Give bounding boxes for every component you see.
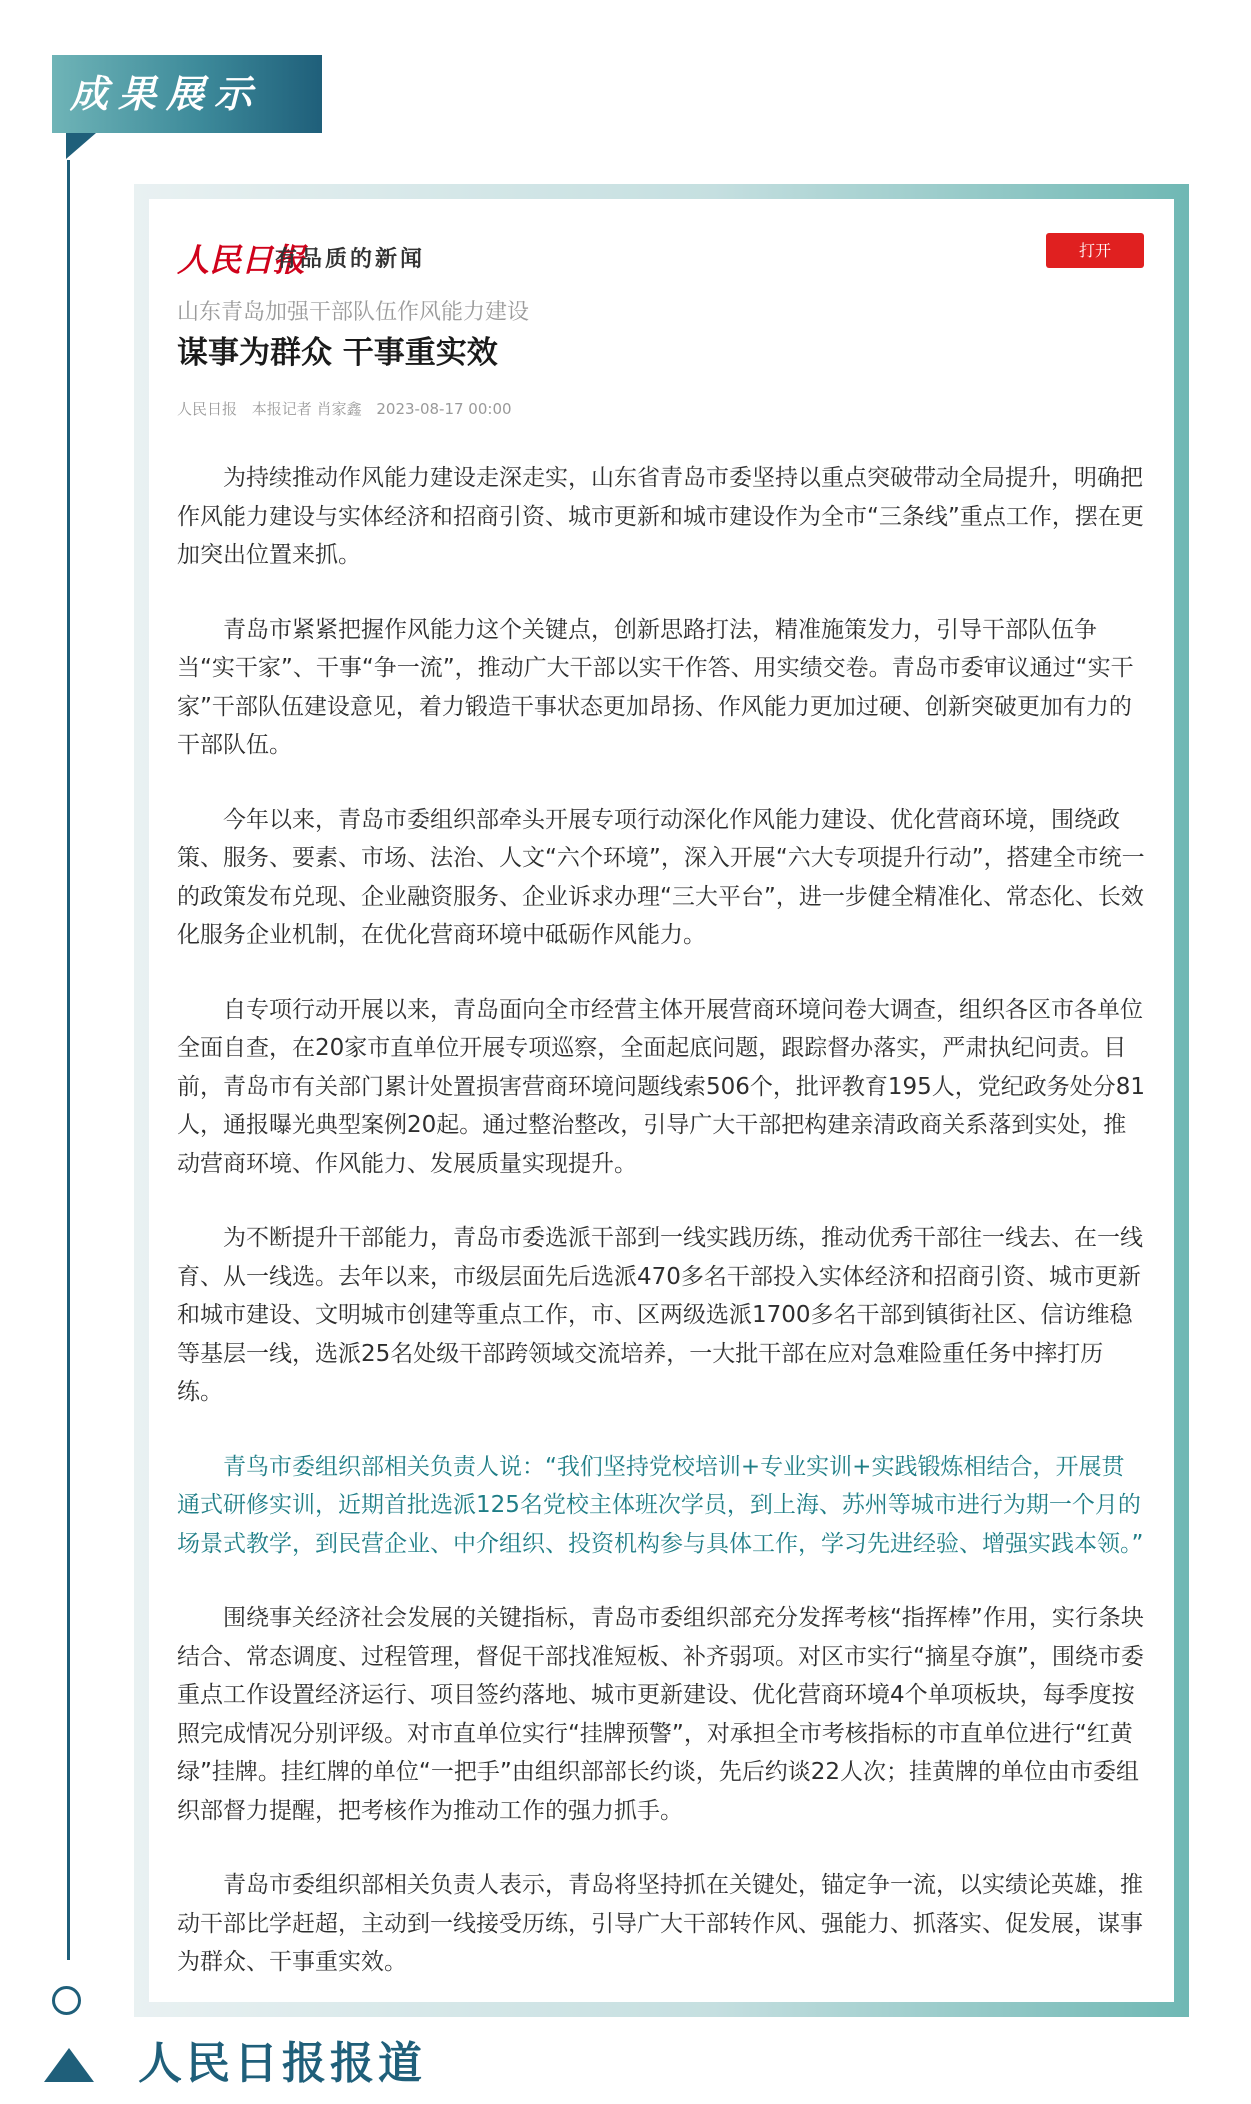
article-headline: 谋事为群众 干事重实效 <box>177 335 498 371</box>
slogan: 有品质的新闻 <box>275 247 426 272</box>
meta-source: 人民日报 <box>177 400 238 418</box>
article-frame <box>134 184 1189 2017</box>
paragraph: 今年以来，青岛市委组织部牵头开展专项行动深化作风能力建设、优化营商环境，围绕政策、服务、要素、市场、法治、人文“六个环境”，深入开展“六大专项提升行动”，搭建全市统一的政策发布兑现、企业融资服务、企业诉求办理“三大平台”，进一步健全精准化、常态化、长效化服务企业机制，在优化营商环境中砥砺作风能力。 <box>177 806 1145 948</box>
paragraph: 围绕事关经济社会发展的关键指标，青岛市委组织部充分发挥考核“指挥棒”作用，实行条块结合、常态调度、过程管理，督促干部找准短板、补齐弱项。对区市实行“摘星夺旗”，围绕市委重点工作设置经济运行、项目签约落地、城市更新建设、优化营商环境4个单项板块，每季度按照完成情况分别评级。对市直单位实行“挂牌预警”，对承担全市考核指标的市直单位进行“红黄绿”挂牌。挂红牌的单位“一把手”由组织部部长约谈，先后约谈22人次；挂黄牌的单位由市委组织部督力提醒，把考核作为推动工作的强力抓手。 <box>177 1605 1144 1824</box>
quote-paragraph: 青鸟市委组织部相关负责人说：“我们坚持党校培训+专业实训+实践锻炼相结合，开展贯通式研修实训，近期首批选派125名党校主体班次学员，到上海、苏州等城市进行为期一个月的场景式教学，到民营企业、中介组织、投资机构参与具体工作，学习先进经验、增强实践本领。” <box>177 1453 1144 1557</box>
meta-datetime: 2023-08-17 00:00 <box>376 400 512 418</box>
article-card <box>149 199 1174 2002</box>
peoples-daily-logo: 人民日报 <box>177 241 306 279</box>
meta-author: 本报记者 肖家鑫 <box>251 400 362 418</box>
tag-fold-decoration <box>66 133 96 159</box>
article-subtitle: 山东青岛加强干部队伍作风能力建设 <box>177 300 530 325</box>
paragraph: 青岛市委组织部相关负责人表示，青岛将坚持抓在关键处，锚定争一流，以实绩论英雄，推动干部比学赶超，主动到一线接受历练，引导广大干部转作风、强能力、抓落实、促发展，谋事为群众、干事重实效。 <box>177 1872 1143 1975</box>
paragraph: 为不断提升干部能力，青岛市委选派干部到一线实践历练，推动优秀干部往一线去、在一线育、从一线选。去年以来，市级层面先后选派470多名干部投入实体经济和招商引资、城市更新和城市建设、文明城市创建等重点工作，市、区两级选派1700多名干部到镇街社区、信访维稳等基层一线，选派25名处级干部跨领域交流培养，一大批干部在应对急难险重任务中摔打历练。 <box>177 1225 1143 1405</box>
paragraph: 自专项行动开展以来，青岛面向全市经营主体开展营商环境问卷大调查，组织各区市各单位全面自查，在20家市直单位开展专项巡察，全面起底问题，跟踪督办落实，严肃执纪问责。目前，青岛市有关部门累计处置损害营商环境问题线索506个，批评教育195人，党纪政务处分81人，通报曝光典型案例20起。通过整治整改，引导广大干部把构建亲清政商关系落到实处，推动营商环境、作风能力、发展质量实现提升。 <box>177 996 1146 1177</box>
paragraph: 青岛市紧紧把握作风能力这个关键点，创新思路打法，精准施策发力，引导干部队伍争当“实干家”、干事“争一流”，推动广大干部以实干作答、用实绩交卷。青岛市委审议通过“实干家”干部队伍建设意见，着力锻造干事状态更加昂扬、作风能力更加过硬、创新突破更加有力的干部队伍。 <box>177 616 1134 758</box>
article-meta <box>177 398 522 419</box>
paragraph: 为持续推动作风能力建设走深走实，山东省青岛市委坚持以重点突破带动全局提升，明确把作风能力建设与实体经济和招商引资、城市更新和城市建设作为全市“三条线”重点工作，摆在更加突出位置来抓。 <box>177 465 1144 568</box>
article-body <box>177 459 1147 2002</box>
timeline-line <box>67 160 70 1960</box>
timeline-circle-icon <box>52 1986 81 2015</box>
footer-label: 人民日报报道 <box>138 2038 426 2089</box>
open-button[interactable]: 打开 <box>1046 233 1144 268</box>
triangle-icon <box>44 2048 94 2082</box>
section-title-tag: 成果展示 <box>52 55 322 133</box>
